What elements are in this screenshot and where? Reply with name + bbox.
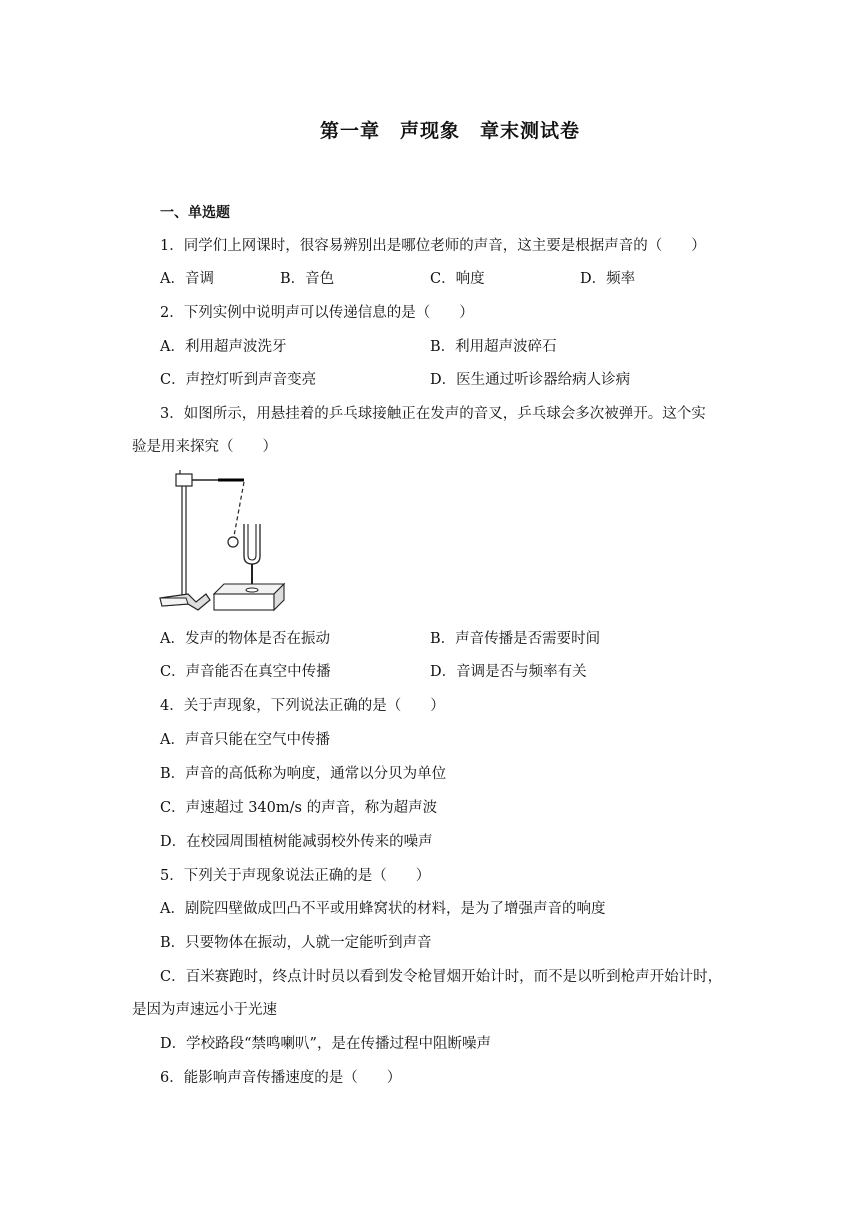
question-2-stem: 2．下列实例中说明声可以传递信息的是（ ）: [160, 305, 474, 321]
question-5-option-d: D．学校路段“禁鸣喇叭”，是在传播过程中阻断噪声: [160, 1036, 491, 1052]
question-1-option-d: D．频率: [580, 271, 636, 287]
question-5-option-c-line-2: 是因为声速远小于光速: [132, 1002, 277, 1018]
question-3-option-c: C．声音能否在真空中传播: [160, 664, 331, 680]
question-6-stem: 6．能影响声音传播速度的是（ ）: [160, 1070, 402, 1086]
tuning-fork-figure: [158, 466, 290, 614]
question-4-option-d: D．在校园周围植树能减弱校外传来的噪声: [160, 834, 433, 850]
question-4-option-a: A．声音只能在空气中传播: [160, 732, 330, 748]
question-2-option-c: C．声控灯听到声音变亮: [160, 372, 317, 388]
question-3-option-d: D．音调是否与频率有关: [430, 664, 587, 680]
question-4-option-c: C．声速超过 340m/s 的声音，称为超声波: [160, 800, 438, 816]
question-2-option-a: A．利用超声波洗牙: [160, 339, 287, 355]
question-3-stem-line-1: 3．如图所示，用悬挂着的乒乓球接触正在发声的音叉，乒乓球会多次被弹开。这个实: [160, 406, 706, 422]
page-title: 第一章 声现象 章末测试卷: [319, 120, 580, 142]
question-4-option-b: B．声音的高低称为响度，通常以分贝为单位: [160, 766, 447, 782]
section-heading: 一、单选题: [160, 205, 230, 221]
question-1-option-c: C．响度: [430, 271, 485, 287]
question-4-stem: 4．关于声现象，下列说法正确的是（ ）: [160, 698, 445, 714]
question-5-option-a: A．剧院四壁做成凹凸不平或用蜂窝状的材料，是为了增强声音的响度: [160, 901, 606, 917]
question-1-option-a: A．音调: [160, 271, 214, 287]
question-3-option-a: A．发声的物体是否在振动: [160, 631, 330, 647]
question-1-option-b: B．音色: [280, 271, 335, 287]
question-5-option-c-line-1: C．百米赛跑时，终点计时员以看到发令枪冒烟开始计时，而不是以听到枪声开始计时，: [160, 969, 723, 985]
question-5-option-b: B．只要物体在振动，人就一定能听到声音: [160, 935, 432, 951]
question-5-stem: 5．下列关于声现象说法正确的是（ ）: [160, 868, 431, 884]
question-2-option-b: B．利用超声波碎石: [430, 339, 557, 355]
question-3-option-b: B．声音传播是否需要时间: [430, 631, 601, 647]
question-3-stem-line-2: 验是用来探究（ ）: [132, 439, 277, 455]
question-2-option-d: D．医生通过听诊器给病人诊病: [430, 372, 631, 388]
question-1-stem: 1．同学们上网课时，很容易辨别出是哪位老师的声音，这主要是根据声音的（ ）: [160, 238, 706, 254]
